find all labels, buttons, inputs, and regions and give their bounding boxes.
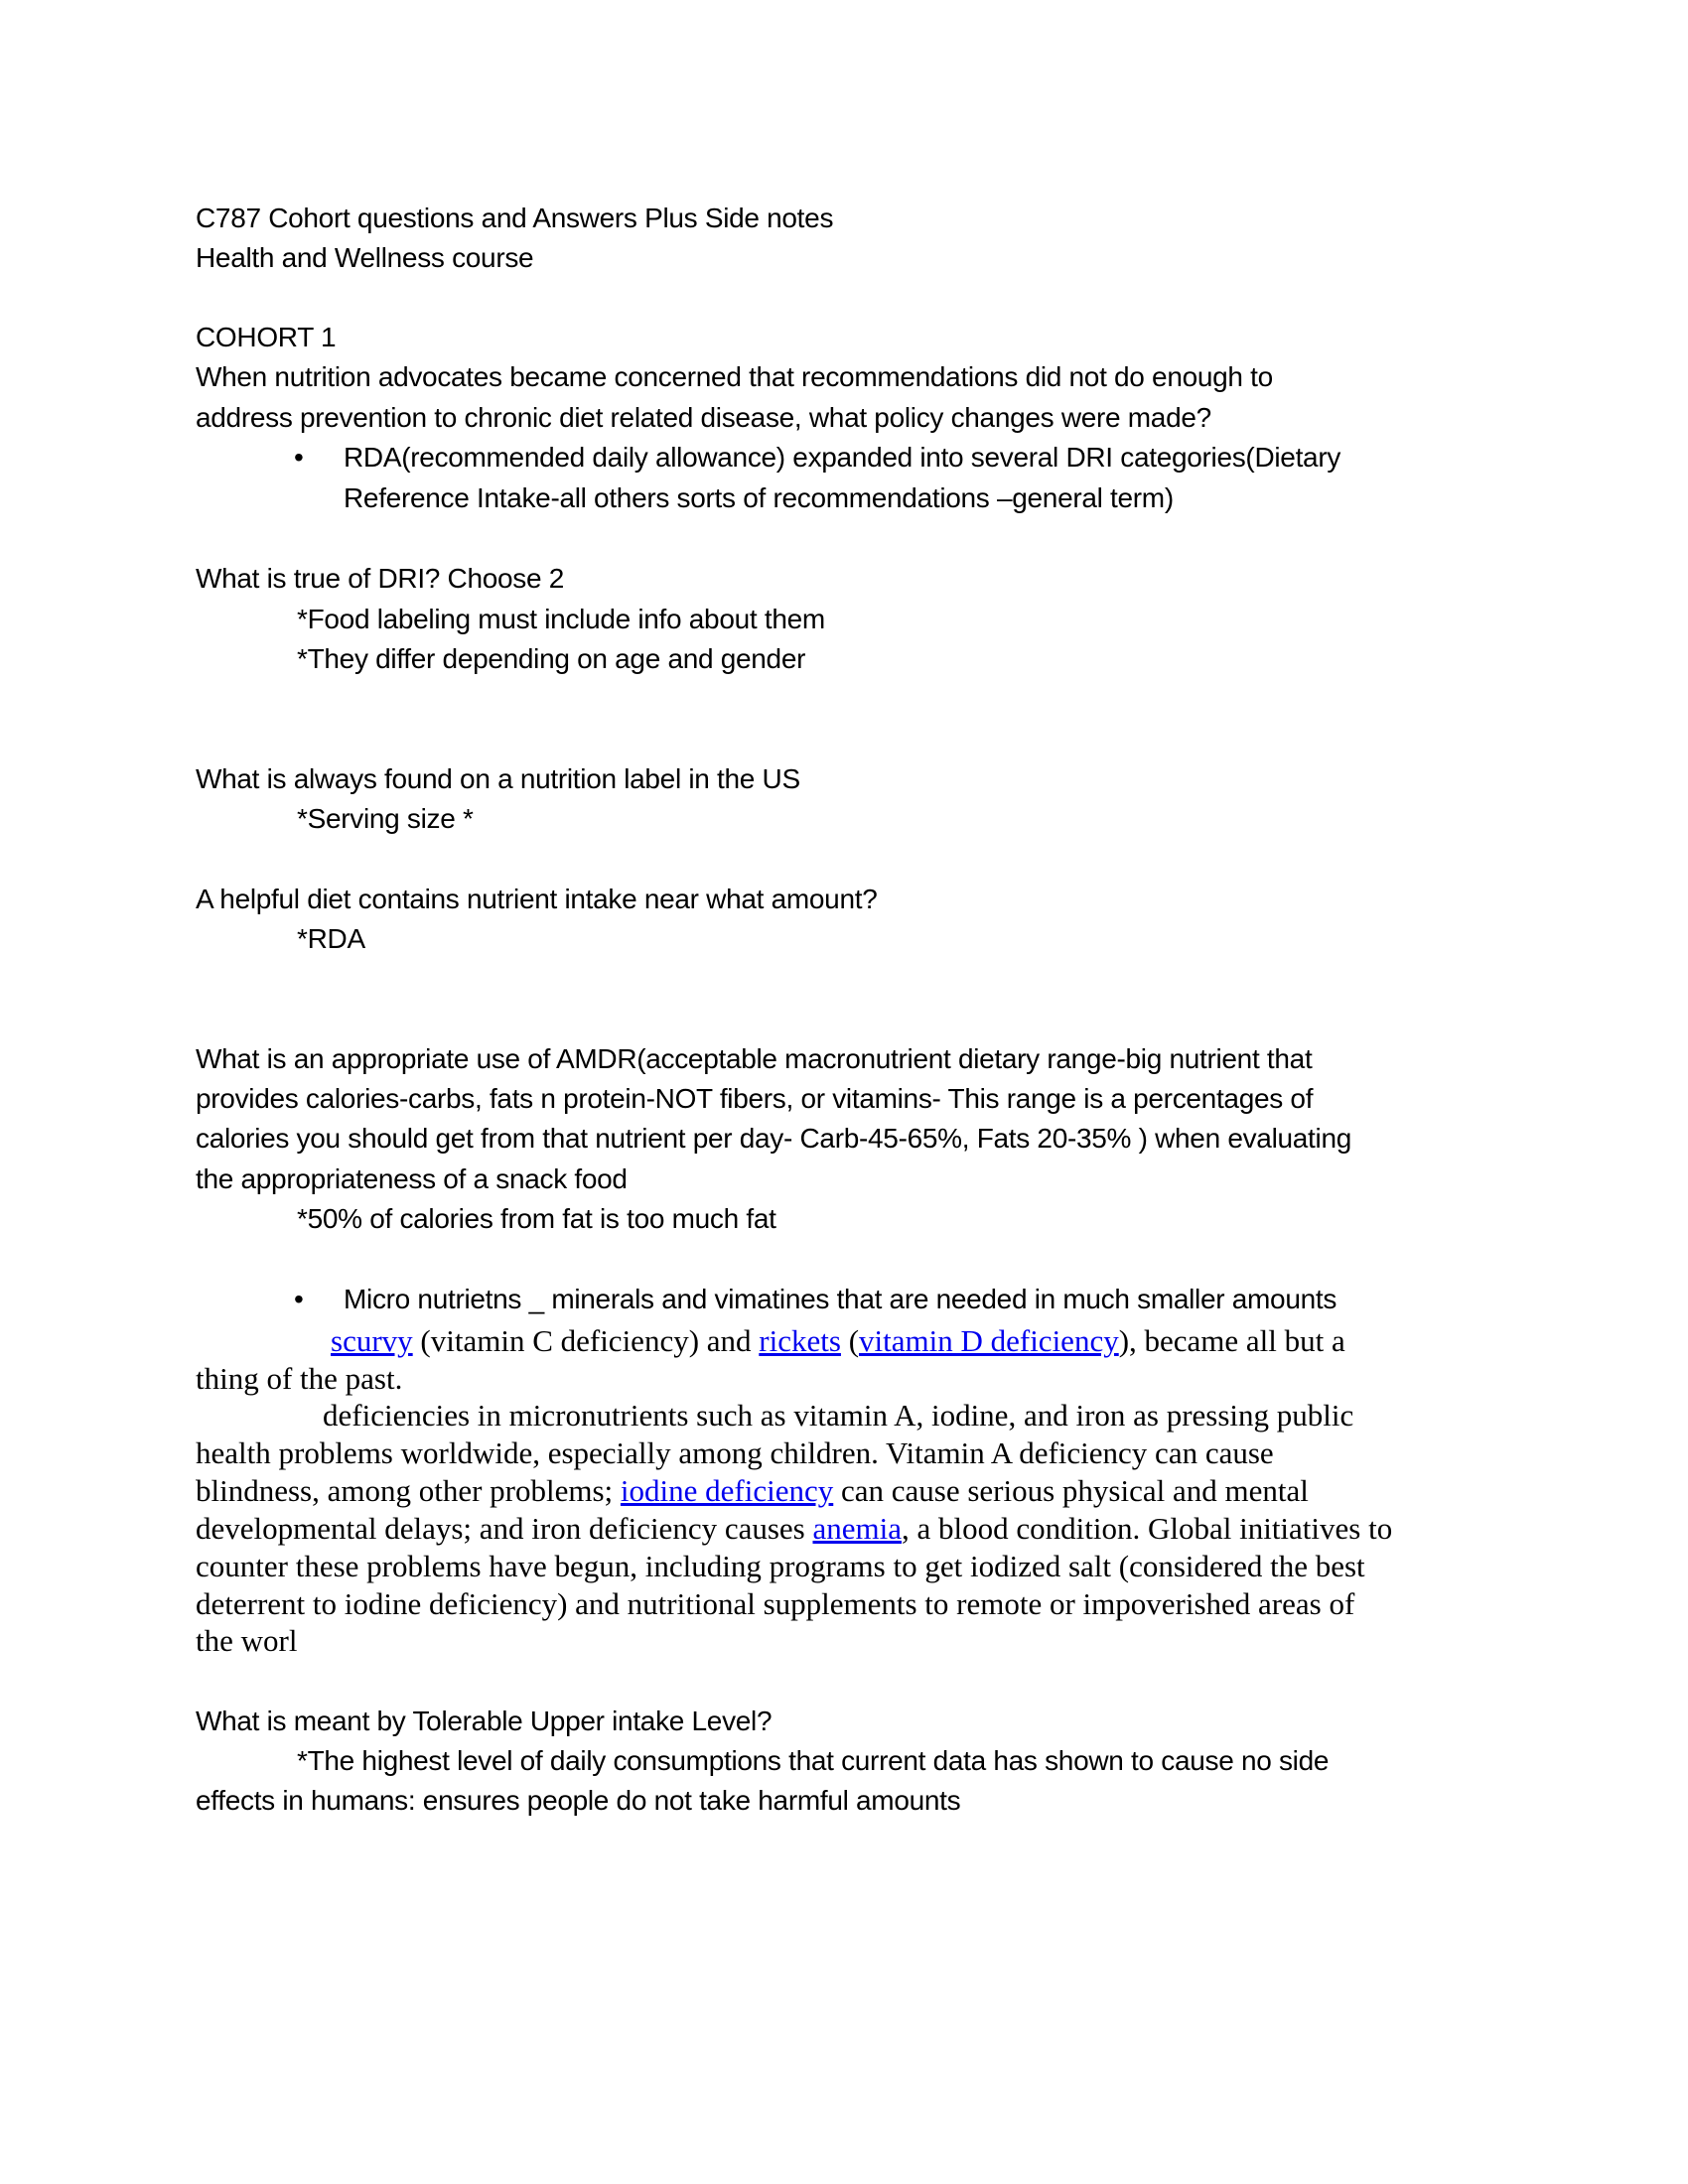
answer-line: *RDA	[297, 923, 365, 954]
text: blindness, among other problems;	[196, 1473, 621, 1508]
cohort-heading: COHORT 1	[196, 322, 337, 352]
answer-line: *50% of calories from fat is too much fat	[297, 1203, 776, 1234]
link-rickets[interactable]: rickets	[759, 1323, 841, 1358]
text: (	[840, 1323, 860, 1358]
text: , a blood condition. Global initiatives to	[902, 1511, 1393, 1546]
link-anemia[interactable]: anemia	[812, 1511, 902, 1546]
question-line: What is meant by Tolerable Upper intake Level?	[196, 1706, 773, 1736]
paragraph-line	[196, 1510, 1392, 1548]
answer-line: *The highest level of daily consumptions that current data has shown to cause no side	[297, 1745, 1330, 1776]
question-line: What is an appropriate use of AMDR(acceptable macronutrient dietary range-big nutrient that	[196, 1043, 1313, 1074]
answer-line: *Serving size *	[297, 803, 474, 834]
paragraph-line: health problems worldwide, especially among children. Vitamin A deficiency can cause	[196, 1435, 1274, 1470]
paragraph-line: the worl	[196, 1623, 298, 1658]
text: can cause serious physical and mental	[833, 1473, 1309, 1508]
paragraph-line: deterrent to iodine deficiency) and nutritional supplements to remote or impoverished areas of	[196, 1586, 1355, 1621]
question-line: A helpful diet contains nutrient intake near what amount?	[196, 884, 878, 914]
question-line: What is true of DRI? Choose 2	[196, 563, 565, 594]
paragraph-line	[196, 1472, 1309, 1510]
link-vitamin-d-deficiency[interactable]: vitamin D deficiency	[859, 1323, 1119, 1358]
answer-line: *Food labeling must include info about them	[297, 604, 825, 634]
question-line: provides calories-carbs, fats n protein-NOT fibers, or vitamins- This range is a percentages of	[196, 1083, 1314, 1114]
paragraph-line: counter these problems have begun, including programs to get iodized salt (considered the best	[196, 1549, 1365, 1583]
link-iodine-deficiency[interactable]: iodine deficiency	[620, 1473, 834, 1508]
question-line: address prevention to chronic diet related disease, what policy changes were made?	[196, 402, 1211, 433]
document-title: C787 Cohort questions and Answers Plus Side notes	[196, 203, 834, 233]
text: ), became all but a	[1118, 1323, 1345, 1358]
paragraph-line: thing of the past.	[196, 1361, 403, 1396]
text: (vitamin C deficiency) and	[412, 1323, 760, 1358]
micro-paragraph-1	[331, 1322, 1345, 1360]
answer-line: Reference Intake-all others sorts of recommendations –general term)	[344, 482, 1174, 513]
micro-bullet: Micro nutrietns _ minerals and vimatines that are needed in much smaller amounts	[344, 1284, 1337, 1314]
text: developmental delays; and iron deficiency causes	[196, 1511, 813, 1546]
question-line: the appropriateness of a snack food	[196, 1163, 628, 1194]
bullet-icon: •	[294, 1284, 304, 1314]
question-line: calories you should get from that nutrient per day- Carb-45-65%, Fats 20-35% ) when evaluating	[196, 1123, 1351, 1154]
answer-line: RDA(recommended daily allowance) expanded into several DRI categories(Dietary	[344, 442, 1341, 473]
question-line: When nutrition advocates became concerned that recommendations did not do enough to	[196, 361, 1273, 392]
bullet-icon: •	[294, 442, 304, 473]
paragraph-line: deficiencies in micronutrients such as vitamin A, iodine, and iron as pressing public	[323, 1398, 1354, 1433]
answer-line: *They differ depending on age and gender	[297, 643, 806, 674]
document-subtitle: Health and Wellness course	[196, 242, 534, 273]
link-scurvy[interactable]: scurvy	[331, 1323, 413, 1358]
question-line: What is always found on a nutrition label in the US	[196, 763, 800, 794]
answer-line: effects in humans: ensures people do not take harmful amounts	[196, 1785, 961, 1816]
